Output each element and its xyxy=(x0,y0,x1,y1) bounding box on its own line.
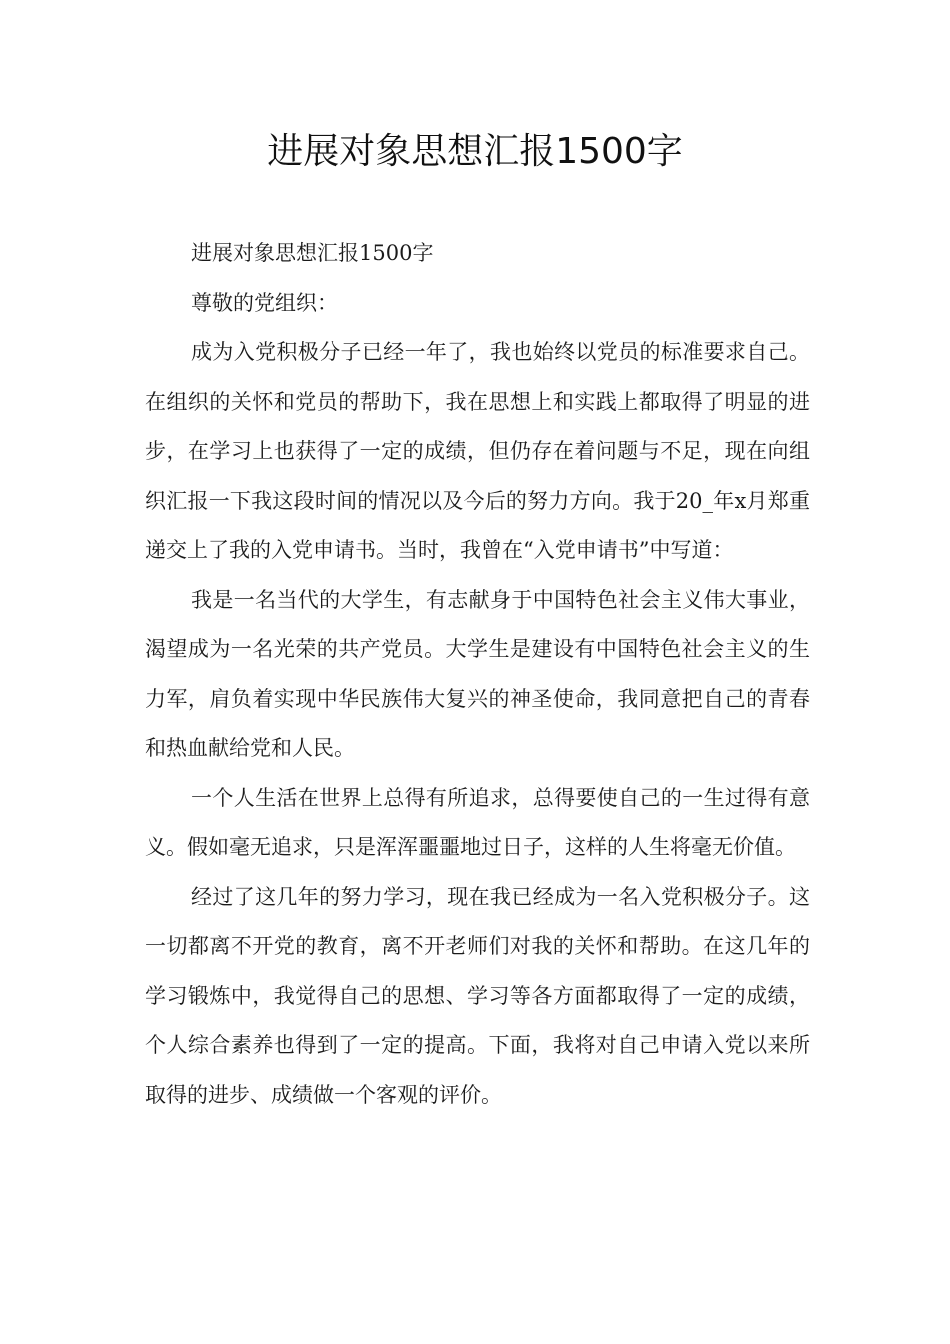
subtitle-paragraph: 进展对象思想汇报1500字 xyxy=(191,241,434,265)
body-paragraph: 我是一名当代的大学生，有志献身于中国特色社会主义伟大事业，渴望成为一名光荣的共产党员。大学生是建设有中国特色社会主义的生力军，肩负着实现中华民族伟大复兴的神圣使命，我同意把自己的青春和热血献给党和人民。 xyxy=(145,587,810,760)
body-paragraph: 经过了这几年的努力学习，现在我已经成为一名入党积极分子。这一切都离不开党的教育，离不开老师们对我的关怀和帮助。在这几年的学习锻炼中，我觉得自己的思想、学习等各方面都取得了一定的成绩，个人综合素养也得到了一定的提高。下面，我将对自己申请入党以来所取得的进步、成绩做一个客观的评价。 xyxy=(145,884,810,1107)
document-title: 进展对象思想汇报1500字 xyxy=(267,131,683,172)
document-body xyxy=(145,229,810,1120)
salutation-paragraph: 尊敬的党组织： xyxy=(191,290,338,315)
body-paragraph: 一个人生活在世界上总得有所追求，总得要使自己的一生过得有意义。假如毫无追求，只是浑浑噩噩地过日子，这样的人生将毫无价值。 xyxy=(145,785,810,859)
body-paragraph: 成为入党积极分子已经一年了，我也始终以党员的标准要求自己。在组织的关怀和党员的帮助下，我在思想上和实践上都取得了明显的进步，在学习上也获得了一定的成绩，但仍存在着问题与不足，现在向组织汇报一下我这段时间的情况以及今后的努力方向。我于20_年x月郑重递交上了我的入党申请书。当时，我曾在“入党申请书”中写道： xyxy=(145,340,810,562)
